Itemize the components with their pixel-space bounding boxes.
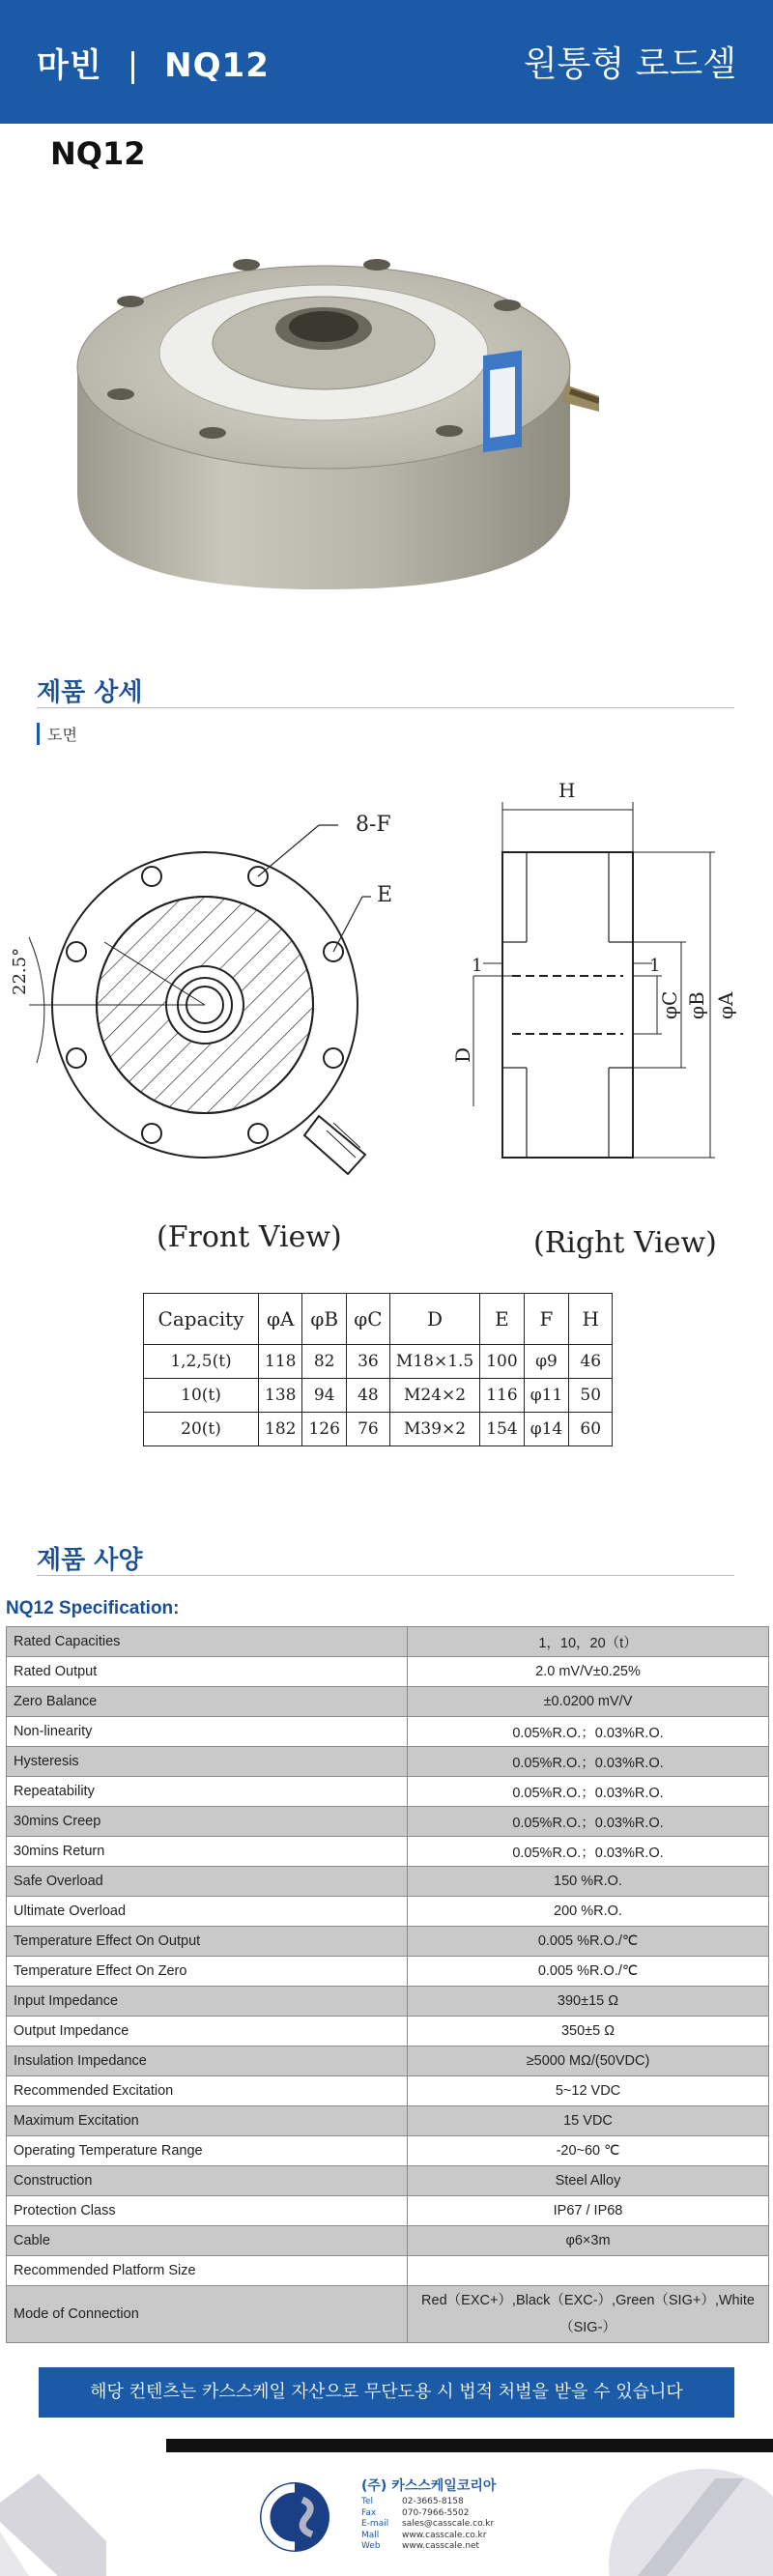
dimension-row — [144, 1379, 613, 1413]
spec-row — [7, 1957, 769, 1987]
spec-value: 390±15 Ω — [408, 1987, 769, 2017]
dim-cell: 48 — [346, 1379, 389, 1413]
spec-label: Construction — [7, 2166, 408, 2196]
spec-label: 30mins Creep — [7, 1807, 408, 1837]
spec-row — [7, 1687, 769, 1717]
dimension-row — [144, 1413, 613, 1446]
spec-row — [7, 1927, 769, 1957]
spec-divider — [37, 1575, 734, 1576]
spec-label: Output Impedance — [7, 2017, 408, 2046]
dim-cell: 20(t) — [144, 1413, 259, 1446]
label-phi-c: φC — [658, 990, 681, 1019]
dimension-table — [143, 1293, 613, 1446]
dim-cell: 36 — [346, 1345, 389, 1379]
spec-row — [7, 1807, 769, 1837]
dim-cell: 154 — [480, 1413, 524, 1446]
dim-cell: 10(t) — [144, 1379, 259, 1413]
spec-label: Safe Overload — [7, 1867, 408, 1897]
dim-cell: M39×2 — [389, 1413, 479, 1446]
spec-value: φ6×3m — [408, 2226, 769, 2256]
dim-cell: M18×1.5 — [389, 1345, 479, 1379]
spec-row — [7, 1897, 769, 1927]
dimension-header-row — [144, 1294, 613, 1345]
dim-cell: φ9 — [524, 1345, 569, 1379]
spec-value: 2.0 mV/V±0.25% — [408, 1657, 769, 1687]
contact-key: Mall — [361, 2530, 380, 2540]
label-phi-a: φA — [714, 991, 737, 1019]
spec-value: ±0.0200 mV/V — [408, 1687, 769, 1717]
contact-item — [361, 2497, 494, 2508]
spec-value: 200 %R.O. — [408, 1897, 769, 1927]
contact-list — [361, 2497, 494, 2553]
contact-item — [361, 2508, 494, 2520]
dim-cell: 46 — [569, 1345, 613, 1379]
front-view — [29, 825, 371, 1174]
dim-cell: 76 — [346, 1413, 389, 1446]
spec-label: Recommended Platform Size — [7, 2256, 408, 2286]
load-cell-photo — [58, 222, 599, 618]
footer-decoration-left — [0, 2474, 106, 2576]
spec-label: Cable — [7, 2226, 408, 2256]
header-separator: | — [127, 46, 140, 85]
spec-row — [7, 1987, 769, 2017]
contact-item — [361, 2519, 494, 2531]
spec-heading: NQ12 Specification: — [6, 1598, 180, 1618]
spec-label: Rated Output — [7, 1657, 408, 1687]
dim-cell: 94 — [302, 1379, 346, 1413]
spec-value: 0.05%R.O.；0.03%R.O. — [408, 1777, 769, 1807]
dim-cell: M24×2 — [389, 1379, 479, 1413]
dim-header-d: D — [389, 1294, 479, 1345]
spec-row — [7, 2076, 769, 2106]
dim-header-f: F — [524, 1294, 569, 1345]
page-header — [0, 0, 773, 124]
spec-row — [7, 2017, 769, 2046]
spec-label: Rated Capacities — [7, 1627, 408, 1657]
dim-cell: 50 — [569, 1379, 613, 1413]
contact-value[interactable]: www.casscale.co.kr — [402, 2530, 487, 2540]
model-title: NQ12 — [50, 135, 146, 172]
contact-key: Fax — [361, 2507, 377, 2518]
spec-value: 150 %R.O. — [408, 1867, 769, 1897]
company-name: (주) 카스스케일코리아 — [361, 2478, 497, 2494]
spec-row — [7, 1837, 769, 1867]
drawing-label: 도면 — [37, 723, 77, 745]
spec-label: Insulation Impedance — [7, 2046, 408, 2076]
detail-divider — [37, 707, 734, 708]
spec-value: Steel Alloy — [408, 2166, 769, 2196]
label-one-left: 1 — [472, 956, 483, 976]
right-view-caption: (Right View) — [533, 1226, 717, 1260]
technical-drawing — [0, 773, 773, 1295]
spec-value — [408, 2256, 769, 2286]
spec-value: 350±5 Ω — [408, 2017, 769, 2046]
spec-row — [7, 1777, 769, 1807]
label-phi-b: φB — [685, 991, 708, 1019]
spec-row — [7, 1867, 769, 1897]
dim-cell: 138 — [259, 1379, 302, 1413]
dim-header-capacity: Capacity — [144, 1294, 259, 1345]
spec-table-body — [7, 1627, 769, 2343]
spec-value: 0.05%R.O.；0.03%R.O. — [408, 1747, 769, 1777]
contact-value[interactable]: sales@casscale.co.kr — [402, 2519, 495, 2529]
contact-key: Web — [361, 2541, 381, 2551]
spec-label: Mode of Connection — [7, 2286, 408, 2343]
spec-label: Operating Temperature Range — [7, 2136, 408, 2166]
spec-label: Ultimate Overload — [7, 1897, 408, 1927]
product-category: 원통형 로드셀 — [523, 44, 736, 84]
dim-cell: 182 — [259, 1413, 302, 1446]
dim-cell: 60 — [569, 1413, 613, 1446]
spec-row — [7, 1747, 769, 1777]
dimension-row — [144, 1345, 613, 1379]
dim-cell: 100 — [480, 1345, 524, 1379]
spec-label: Maximum Excitation — [7, 2106, 408, 2136]
spec-label: Non-linearity — [7, 1717, 408, 1747]
spec-label: Hysteresis — [7, 1747, 408, 1777]
spec-value: Red（EXC+）,Black（EXC-）,Green（SIG+）,White（SIG-） — [408, 2286, 769, 2343]
copyright-notice: 해당 컨텐츠는 카스스케일 자산으로 무단도용 시 법적 처벌을 받을 수 있습니다 — [39, 2367, 734, 2418]
spec-value: 15 VDC — [408, 2106, 769, 2136]
contact-item — [361, 2531, 494, 2542]
dim-header-h: H — [569, 1294, 613, 1345]
dim-cell: 126 — [302, 1413, 346, 1446]
footer-bar — [166, 2439, 773, 2452]
header-model: NQ12 — [164, 46, 270, 85]
spec-row — [7, 2046, 769, 2076]
cas-logo-icon — [256, 2478, 333, 2556]
spec-value: IP67 / IP68 — [408, 2196, 769, 2226]
spec-row — [7, 1657, 769, 1687]
spec-row — [7, 1627, 769, 1657]
spec-row — [7, 2196, 769, 2226]
spec-row — [7, 2136, 769, 2166]
spec-value: 0.005 %R.O./℃ — [408, 1927, 769, 1957]
spec-label: 30mins Return — [7, 1837, 408, 1867]
spec-row — [7, 1717, 769, 1747]
spec-value: 0.005 %R.O./℃ — [408, 1957, 769, 1987]
label-angle: 22.5° — [10, 947, 30, 995]
spec-row — [7, 2226, 769, 2256]
header-brand-model — [37, 39, 270, 86]
front-view-caption: (Front View) — [157, 1220, 342, 1254]
label-8f: 8-F — [356, 813, 391, 837]
dim-cell: 1,2,5(t) — [144, 1345, 259, 1379]
spec-label: Repeatability — [7, 1777, 408, 1807]
spec-row — [7, 2286, 769, 2343]
spec-value: 1，10，20（t） — [408, 1627, 769, 1657]
spec-value: 0.05%R.O.；0.03%R.O. — [408, 1807, 769, 1837]
contact-value: 070-7966-5502 — [402, 2507, 470, 2518]
spec-label: Protection Class — [7, 2196, 408, 2226]
spec-value: 0.05%R.O.；0.03%R.O. — [408, 1837, 769, 1867]
label-one-right: 1 — [649, 956, 661, 976]
spec-label: Recommended Excitation — [7, 2076, 408, 2106]
spec-value: 0.05%R.O.；0.03%R.O. — [408, 1717, 769, 1747]
spec-label: Temperature Effect On Output — [7, 1927, 408, 1957]
contact-value: 02-3665-8158 — [402, 2497, 464, 2506]
dim-cell: 82 — [302, 1345, 346, 1379]
contact-key: Tel — [361, 2497, 374, 2506]
dim-header-a: φA — [259, 1294, 302, 1345]
dim-header-e: E — [480, 1294, 524, 1345]
dim-cell: 116 — [480, 1379, 524, 1413]
spec-value: 5~12 VDC — [408, 2076, 769, 2106]
spec-section-title: 제품 사양 — [37, 1546, 143, 1575]
spec-row — [7, 2106, 769, 2136]
dim-cell: φ11 — [524, 1379, 569, 1413]
dim-header-c: φC — [346, 1294, 389, 1345]
right-view — [473, 802, 715, 1158]
dim-cell: 118 — [259, 1345, 302, 1379]
contact-value[interactable]: www.casscale.net — [402, 2541, 480, 2551]
footer-decoration-right — [599, 2459, 773, 2576]
spec-row — [7, 2256, 769, 2286]
spec-value: ≥5000 MΩ/(50VDC) — [408, 2046, 769, 2076]
spec-label: Temperature Effect On Zero — [7, 1957, 408, 1987]
label-h: H — [558, 779, 576, 802]
contact-key: E-mail — [361, 2519, 389, 2529]
spec-value: -20~60 ℃ — [408, 2136, 769, 2166]
contact-item — [361, 2541, 494, 2553]
dim-header-b: φB — [302, 1294, 346, 1345]
spec-label: Input Impedance — [7, 1987, 408, 2017]
spec-table — [6, 1626, 769, 2343]
detail-section-title: 제품 상세 — [37, 678, 143, 707]
label-e: E — [377, 883, 393, 907]
brand-name: 마빈 — [37, 46, 102, 85]
dim-cell: φ14 — [524, 1413, 569, 1446]
spec-label: Zero Balance — [7, 1687, 408, 1717]
label-d: D — [451, 1046, 474, 1063]
spec-row — [7, 2166, 769, 2196]
